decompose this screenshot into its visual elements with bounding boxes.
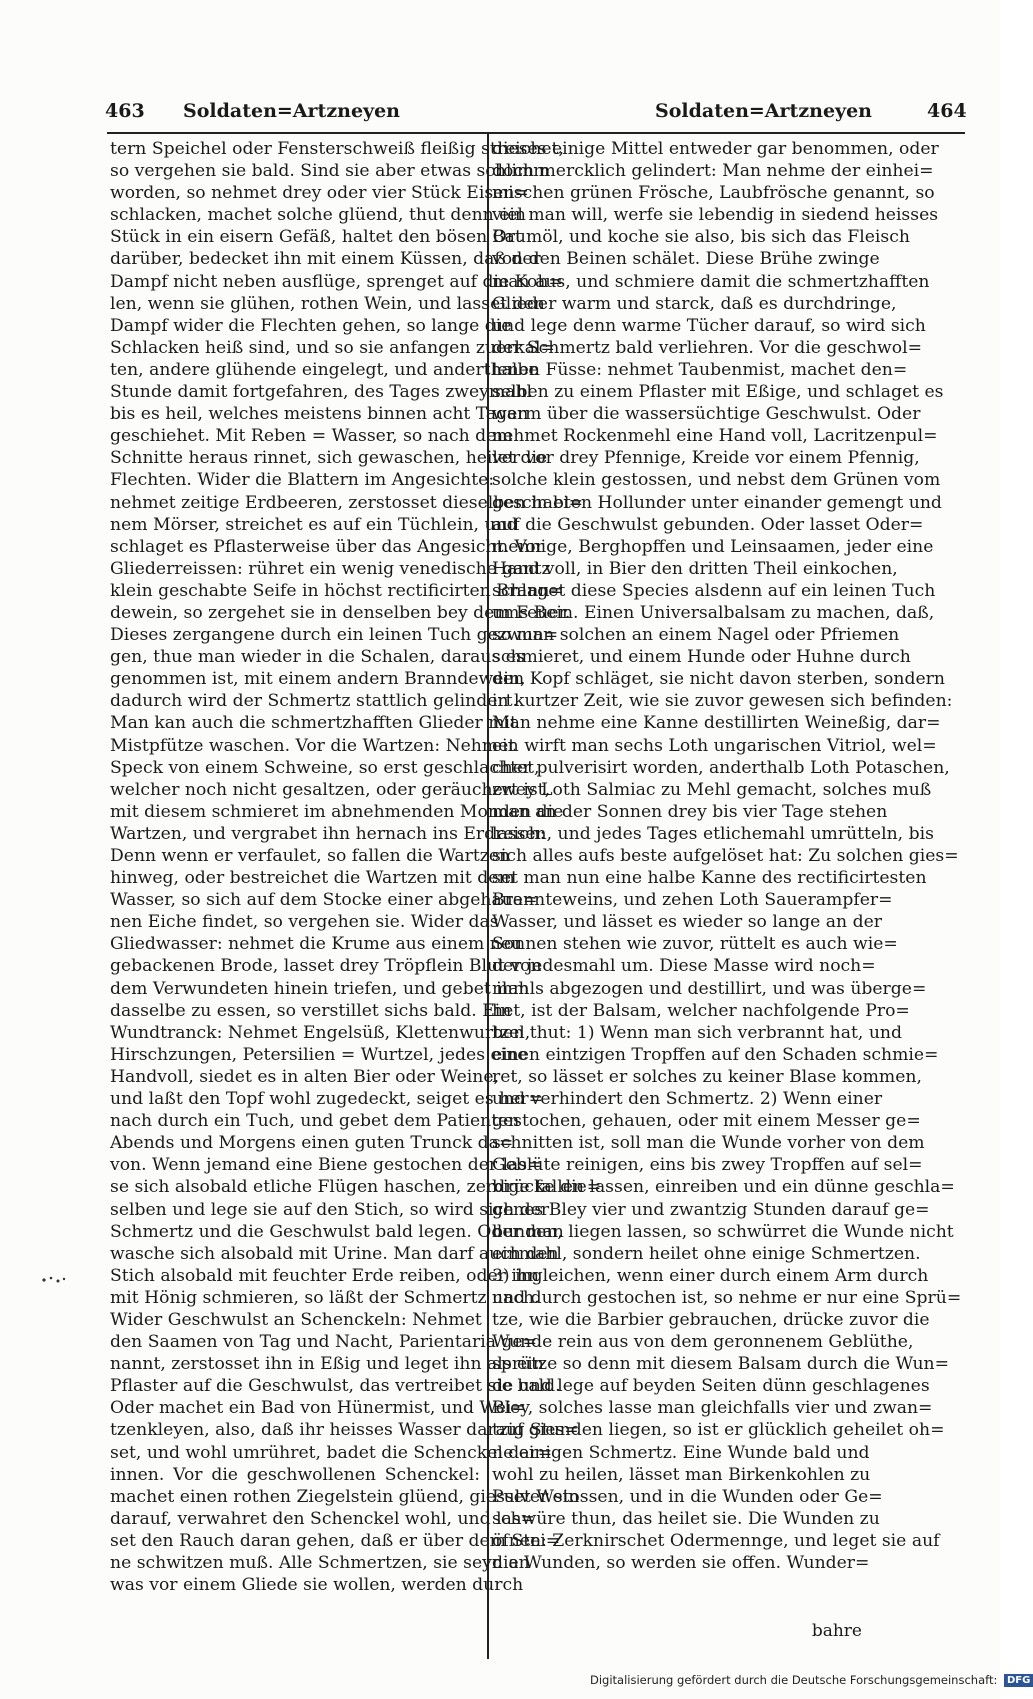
text-line: zwey Loth Salmiac zu Mehl gemacht, solches muß <box>492 779 932 800</box>
text-line: mahls abgezogen und destillirt, und was überge= <box>492 978 927 999</box>
text-line: und lege denn warme Tücher darauf, so wird sich <box>492 315 926 336</box>
text-line: viel man will, werfe sie lebendig in siedend heisses <box>492 205 939 226</box>
text-line: Handvoll, siedet es in alten Bier oder Weine, <box>110 1066 499 1087</box>
text-line: schnitten ist, soll man die Wunde vorher von dem <box>492 1133 925 1154</box>
text-line: bis es heil, welches meistens binnen acht Tagen <box>110 404 529 425</box>
text-line: tzenkleyen, also, daß ihr heisses Wasser darauf gies= <box>110 1420 579 1441</box>
text-line: und durch gestochen ist, so nehme er nur eine Sprü= <box>492 1287 962 1308</box>
text-line: mit diesem schmieret im abnehmenden Monden die <box>110 801 564 822</box>
text-line: selben und lege sie auf den Stich, so wird sich der <box>110 1199 550 1220</box>
text-line: Wundtranck: Nehmet Engelsüß, Klettenwurtzel, <box>110 1022 531 1043</box>
right-page-number: 464 <box>927 100 967 122</box>
text-line: Glieder warm und starck, daß es durchdringe, <box>492 293 897 314</box>
text-line: Stich alsobald mit feuchter Erde reiben, oder ihn <box>110 1265 539 1286</box>
text-line: wasche sich alsobald mit Urine. Man darf auch den <box>110 1243 559 1264</box>
text-line: innen. Vor die geschwollenen Schenckel: <box>110 1464 480 1485</box>
text-line: auf die Geschwulst gebunden. Oder lasset Oder= <box>492 514 924 535</box>
text-line: geschiehet. Mit Reben = Wasser, so nach dem <box>110 426 513 447</box>
text-line: ben thut: 1) Wenn man sich verbrannt hat, und <box>492 1022 902 1043</box>
text-line: mit Hönig schmieren, so läßt der Schmertz nach. <box>110 1287 540 1308</box>
text-line: darüber, bedecket ihn mit einem Küssen, daß der <box>110 249 541 270</box>
text-line: Wasser, und lässet es wieder so lange an der <box>492 912 882 933</box>
text-line: und laßt den Topf wohl zugedeckt, seiget es her= <box>110 1089 543 1110</box>
text-line: der Schmertz bald verliehren. Vor die geschwol= <box>492 337 923 358</box>
text-line: schmieret, und einem Hunde oder Huhne durch <box>492 647 911 668</box>
text-line: schwüre thun, das heilet sie. Die Wunden zu <box>492 1508 880 1529</box>
text-line: in kurtzer Zeit, wie sie zuvor gewesen sich befinden: <box>492 691 953 712</box>
text-line: Abends und Morgens einen guten Trunck da= <box>110 1133 514 1154</box>
text-line: den Saamen von Tag und Nacht, Parientaria ge= <box>110 1332 537 1353</box>
text-line: tern Speichel oder Fensterschweiß fleißig streichet, <box>110 139 564 159</box>
text-line: dadurch wird der Schmertz stattlich gelindert. <box>110 691 518 712</box>
text-line: Stunde damit fortgefahren, des Tages zweymahl <box>110 382 532 403</box>
text-line: Wasser, so sich auf dem Stocke einer abgehaue= <box>110 890 538 911</box>
text-line: Pulver stossen, und in die Wunden oder Ge= <box>492 1486 883 1507</box>
running-header <box>105 100 965 140</box>
text-line: einmahl, sondern heilet ohne einige Schmertzen. <box>492 1243 921 1264</box>
text-line: so man solchen an einem Nagel oder Pfriemen <box>492 625 900 646</box>
text-line: Wunde rein aus von dem geronnenem Geblüthe, <box>492 1332 914 1353</box>
text-line: von. Wenn jemand eine Biene gestochen der las= <box>110 1155 542 1176</box>
text-line: ne schwitzen muß. Alle Schmertzen, sie seyn an <box>110 1553 530 1573</box>
text-line: nannt, zerstosset ihn in Eßig und leget ihn als ein <box>110 1354 544 1375</box>
text-line: Hand voll, in Bier den dritten Theil einkochen, <box>492 558 898 579</box>
text-line: se sich alsobald etliche Flügen haschen, zerdrücke die= <box>110 1177 602 1198</box>
text-line: warm über die wassersüchtige Geschwulst. Oder <box>492 404 921 425</box>
text-line: tzig Stunden liegen, so ist er glücklich geheilet oh= <box>492 1420 945 1441</box>
footer-text: Digitalisierung gefördert durch die Deutsche Forschungsgemeinschaft <box>590 1673 994 1687</box>
text-line: Baumöl, und koche sie also, bis sich das Fleisch <box>492 227 910 248</box>
text-line: einen eintzigen Tropffen auf den Schaden schmie= <box>492 1044 939 1065</box>
text-line: dasselbe zu essen, so verstillet sichs bald. Ein <box>110 1000 512 1021</box>
text-line: Dampf nicht neben ausflüge, sprenget auf die Koh= <box>110 271 563 292</box>
text-line: Wartzen, und vergrabet ihn hernach ins Erdreich: <box>110 823 546 844</box>
dfg-logo: DFG <box>1004 1674 1033 1687</box>
text-line: ne einigen Schmertz. Eine Wunde bald und <box>492 1442 870 1463</box>
text-line: solche klein gestossen, und nebst dem Grünen vom <box>492 470 941 491</box>
text-line: Speck von einem Schweine, so erst geschlachtet, <box>110 757 540 778</box>
digitization-footer: Digitalisierung gefördert durch die Deutsche Forschungsgemeinschaft: DFG <box>590 1673 995 1693</box>
text-line: lenen Füsse: nehmet Taubenmist, machet den= <box>492 359 908 380</box>
text-line: Schlacken heiß sind, und so sie anfangen zuerkal= <box>110 337 555 358</box>
text-line: Schnitte heraus rinnet, sich gewaschen, heilet die <box>110 448 548 469</box>
text-line: selben zu einem Pflaster mit Eßige, und schlaget es <box>492 382 944 403</box>
text-line: dieses einige Mittel entweder gar benommen, oder <box>492 139 939 159</box>
text-line: sich alles aufs beste aufgelöset hat: Zu solchen gies= <box>492 846 959 866</box>
text-line: lassen, und jedes Tages etlichemahl umrütteln, bis <box>492 823 934 844</box>
text-line: Wider Geschwulst an Schenckeln: Nehmet <box>110 1309 482 1330</box>
text-line: mischen grünen Frösche, Laubfrösche genannt, so <box>492 183 935 204</box>
text-line: und verhindert den Schmertz. 2) Wenn einer <box>492 1089 883 1110</box>
text-line: Dampf wider die Flechten gehen, so lange die <box>110 315 512 336</box>
text-line: dewein, so zergehet sie in denselben bey dem Feuer. <box>110 602 571 623</box>
text-line: worden, so nehmet drey oder vier Stück Eisen= <box>110 183 529 204</box>
text-line: ten, andere glühende eingelegt, und anderthalbe <box>110 359 539 380</box>
text-line: den Kopf schläget, sie nicht davon sterben, sondern <box>492 669 945 690</box>
header-rule <box>107 132 965 134</box>
text-line: ein wirft man sechs Loth ungarischen Vitriol, wel= <box>492 735 937 756</box>
text-line: set den Rauch daran gehen, daß er über dem Stei= <box>110 1530 561 1551</box>
text-line: geschabten Hollunder unter einander gemengt und <box>492 492 942 513</box>
text-line: ver vor drey Pfennige, Kreide vor einem Pfennig, <box>492 448 920 469</box>
text-line: schlaget es Pflasterweise über das Angesicht. Vor <box>110 536 544 557</box>
text-line: len, wenn sie glühen, rothen Wein, und lasset den <box>110 293 545 314</box>
text-line: nehmet zeitige Erdbeeren, zerstosset dieselben in ei= <box>110 492 584 513</box>
text-line: welcher noch nicht gesaltzen, oder geräuchert ist, <box>110 779 551 800</box>
text-line: nen Eiche findet, so vergehen sie. Wider das <box>110 912 499 933</box>
text-line: mennige, Berghopffen und Leinsaamen, jeder eine <box>492 536 934 557</box>
text-line: Oder machet ein Bad von Hünermist, und Wei= <box>110 1398 526 1419</box>
text-line: doch mercklich gelindert: Man nehme der einhei= <box>492 161 934 182</box>
text-line: tze, wie die Barbier gebrauchen, drücke zuvor die <box>492 1309 930 1330</box>
text-line: Geblüte reinigen, eins bis zwey Tropffen auf sel= <box>492 1155 923 1176</box>
text-line: Bley, solches lasse man gleichfalls vier und zwan= <box>492 1398 933 1419</box>
text-line: von den Beinen schälet. Diese Brühe zwinge <box>492 249 880 270</box>
text-line: cher pulverisirt worden, anderthalb Loth Potaschen, <box>492 757 950 778</box>
text-line: was vor einem Gliede sie wollen, werden durch <box>110 1575 524 1596</box>
text-line: nem Mörser, streichet es auf ein Tüchlein, und <box>110 514 518 535</box>
text-line: dem Verwundeten hinein triefen, und gebet ihm <box>110 978 530 999</box>
text-line: wohl zu heilen, lässet man Birkenkohlen zu <box>492 1464 871 1485</box>
text-line: bige fallen lassen, einreiben und ein dünne geschla= <box>492 1177 955 1198</box>
left-column <box>110 138 602 1596</box>
text-line: genommen ist, mit einem andern Branndewein, <box>110 669 526 690</box>
text-line: set man nun eine halbe Kanne des rectificirtesten <box>492 868 927 889</box>
text-line: Stück in ein eisern Gefäß, haltet den bösen Ort <box>110 227 522 248</box>
text-line: set, und wohl umrühret, badet die Schenckel dar= <box>110 1442 553 1463</box>
text-line: 3) ingleichen, wenn einer durch einem Arm durch <box>492 1265 929 1286</box>
text-line: genes Bley vier und zwantzig Stunden darauf ge= <box>492 1199 930 1220</box>
text-line: Gliederreissen: rühret ein wenig venedische gantz <box>110 558 551 579</box>
text-line: man an der Sonnen drey bis vier Tage stehen <box>492 801 888 822</box>
text-line: ums Bein. Einen Universalbalsam zu machen, daß, <box>492 602 935 623</box>
text-line: die Wunden, so werden sie offen. Wunder= <box>492 1553 870 1573</box>
margin-mark <box>38 1270 78 1290</box>
text-line: sprütze so denn mit diesem Balsam durch die Wun= <box>492 1354 949 1375</box>
right-running-title: Soldaten=Artzneyen <box>655 100 872 122</box>
catchword: bahre <box>811 1621 862 1641</box>
left-running-title: Soldaten=Artzneyen <box>183 100 400 122</box>
text-line: Pflaster auf die Geschwulst, das vertreibet sie bald. <box>110 1376 561 1397</box>
text-line: schlacken, machet solche glüend, thut denn ein <box>110 205 526 226</box>
text-line: Flechten. Wider die Blattern im Angesichte: <box>110 470 495 491</box>
text-line: het, ist der Balsam, welcher nachfolgende Pro= <box>492 1000 910 1021</box>
text-line: de und lege auf beyden Seiten dünn geschlagenes <box>492 1376 930 1397</box>
text-line: man aus, und schmiere damit die schmertzhafften <box>492 271 930 292</box>
right-column <box>492 138 962 1574</box>
text-line: gebackenen Brode, lasset drey Tröpflein Blut von <box>110 956 542 977</box>
text-line: Man kan auch die schmertzhafften Glieder mit <box>110 713 517 734</box>
text-line: gestochen, gehauen, oder mit einem Messer ge= <box>492 1111 921 1132</box>
text-line: Sonnen stehen wie zuvor, rüttelt es auch wie= <box>492 934 898 955</box>
text-line: nach durch ein Tuch, und gebet dem Patienten <box>110 1111 520 1132</box>
text-line: Schmertz und die Geschwulst bald legen. Oder man <box>110 1221 564 1242</box>
text-line: Dieses zergangene durch ein leinen Tuch gezwun= <box>110 625 559 646</box>
text-line: ret, so lässet er solches zu keiner Blase kommen, <box>492 1066 922 1087</box>
left-page-number: 463 <box>105 100 145 122</box>
text-line: Man nehme eine Kanne destillirten Weineßig, dar= <box>492 713 941 734</box>
text-line: darauf, verwahret den Schenckel wohl, und las= <box>110 1508 536 1529</box>
text-line: klein geschabte Seife in höchst rectificirten Brann= <box>110 580 564 601</box>
text-line: bunden, liegen lassen, so schwürret die Wunde nicht <box>492 1221 954 1242</box>
text-line: öfnen: Zerknirschet Odermennge, und leget sie auf <box>492 1530 940 1551</box>
text-line: gen, thue man wieder in die Schalen, daraus es <box>110 647 525 668</box>
text-line: Gliedwasser: nehmet die Krume aus einem neu <box>110 934 523 955</box>
text-line: Mistpfütze waschen. Vor die Wartzen: Nehmet <box>110 735 516 756</box>
text-line: machet einen rothen Ziegelstein glüend, giesset Wein <box>110 1486 580 1507</box>
text-line: der jedesmahl um. Diese Masse wird noch= <box>492 956 876 977</box>
text-line: nehmet Rockenmehl eine Hand voll, Lacritzenpul= <box>492 426 938 447</box>
text-line: hinweg, oder bestreichet die Wartzen mit dem <box>110 868 515 889</box>
text-line: schlaget diese Species alsdenn auf ein leinen Tuch <box>492 580 936 601</box>
text-line: so vergehen sie bald. Sind sie aber etwas schlimm <box>110 161 550 182</box>
text-line: Denn wenn er verfaulet, so fallen die Wartzen <box>110 846 511 866</box>
text-line: Brannteweins, und zehen Loth Sauerampfer= <box>492 890 893 911</box>
text-line: Hirschzungen, Petersilien = Wurtzel, jedes eine <box>110 1044 528 1065</box>
